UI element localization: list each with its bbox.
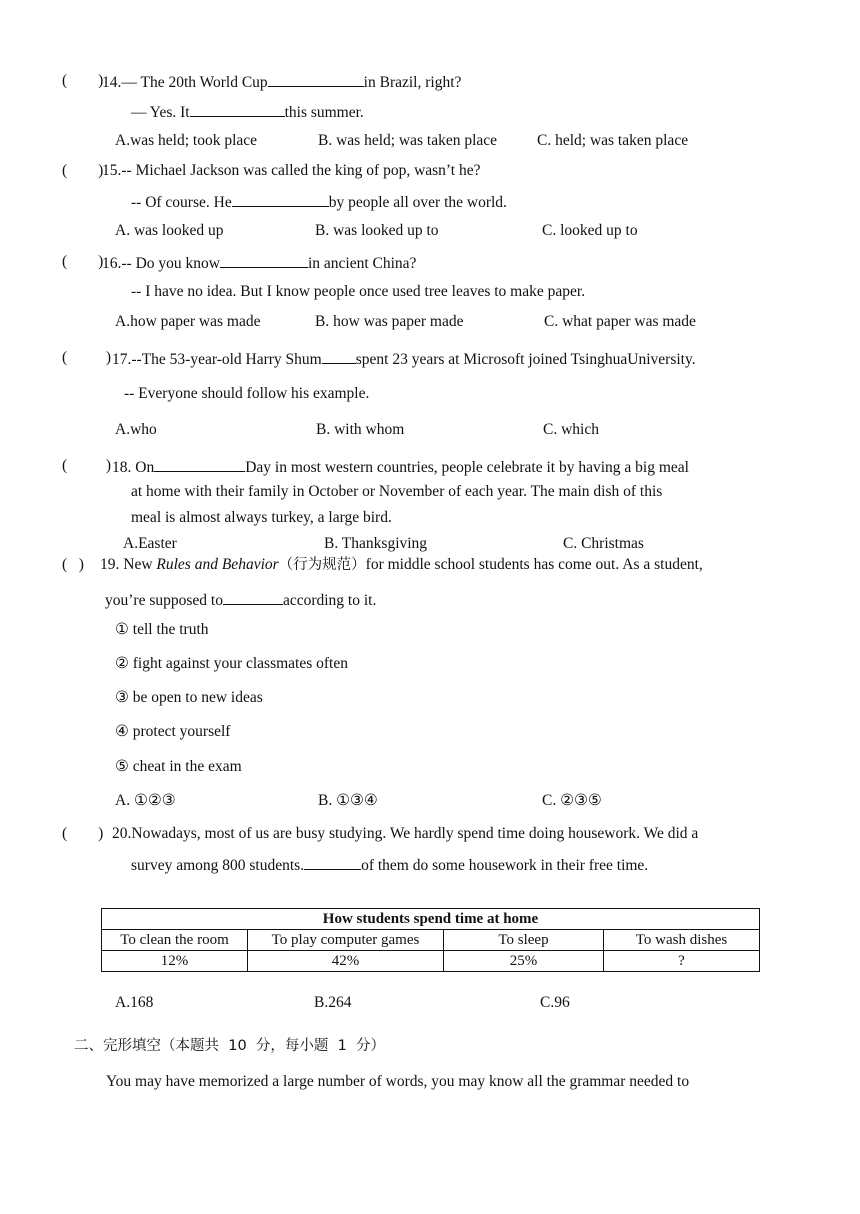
q15-paren: ( ) [62, 162, 104, 179]
q17-blank [322, 349, 356, 364]
q16-option-a[interactable]: A.how paper was made [115, 313, 261, 330]
q15-blank [232, 192, 329, 207]
section-2-intro: You may have memorized a large number of words, you may know all the grammar needed to [106, 1073, 690, 1090]
q18-stem-pre: 18. On [112, 459, 155, 476]
table-header: To clean the room [102, 930, 248, 951]
q20-line2-post: of them do some housework in their free time. [361, 857, 649, 874]
q20-line2-pre: survey among 800 students. [131, 857, 305, 874]
q18-stem [112, 457, 689, 478]
q19-item-1: ① tell the truth [115, 621, 209, 638]
q19-line2-pre: you’re supposed to [105, 592, 223, 609]
q19-stem [100, 556, 703, 575]
q20-option-b[interactable]: B.264 [314, 994, 352, 1011]
q18-line-3: meal is almost always turkey, a large bird. [131, 509, 392, 526]
q14-stem [102, 72, 461, 93]
q17-stem-pre: 17.--The 53-year-old Harry Shum [112, 351, 322, 368]
q19-paren: ( ) [62, 556, 84, 573]
table-cell: 12% [102, 951, 248, 972]
q18-option-b[interactable]: B. Thanksgiving [324, 535, 428, 552]
q19-option-b[interactable]: B. ①③④ [318, 792, 378, 809]
q16-stem [102, 253, 416, 274]
q14-option-c[interactable]: C. held; was taken place [537, 132, 689, 149]
q15-resp-post: by people all over the world. [328, 194, 507, 211]
q15-option-c[interactable]: C. looked up to [542, 222, 638, 239]
q19-item-4: ④ protect yourself [115, 723, 231, 740]
q19-item-2: ② fight against your classmates often [115, 655, 348, 672]
q18-stem-post: Day in most western countries, people celebrate it by having a big meal [245, 459, 689, 476]
q17-option-a[interactable]: A.who [115, 421, 157, 438]
q20-line-2 [131, 855, 648, 876]
table-header: To sleep [444, 930, 604, 951]
q18-blank [154, 457, 245, 472]
q14-blank-2 [190, 102, 285, 117]
q19-line2-post: according to it. [282, 592, 377, 609]
table-header: To wash dishes [604, 930, 760, 951]
q15-option-a[interactable]: A. was looked up [115, 222, 224, 239]
q14-paren: ( ) [62, 72, 104, 89]
q17-stem [112, 349, 696, 370]
survey-table [101, 908, 760, 972]
q14-option-b[interactable]: B. was held; was taken place [318, 132, 498, 149]
q14-option-a[interactable]: A.was held; took place [115, 132, 258, 149]
q17-response: -- Everyone should follow his example. [124, 385, 370, 402]
q18-option-c[interactable]: C. Christmas [563, 535, 644, 552]
q14-response [131, 102, 364, 123]
q20-blank [304, 855, 361, 870]
q17-option-c[interactable]: C. which [543, 421, 599, 438]
q16-stem-post: in ancient China? [307, 255, 417, 272]
table-title: How students spend time at home [102, 909, 760, 930]
q16-response: -- I have no idea. But I know people once used tree leaves to make paper. [131, 283, 586, 300]
q16-stem-pre: 16.-- Do you know [102, 255, 220, 272]
q19-stem-post: for middle school students has come out. As a student, [365, 556, 703, 573]
q19-stem-italic: Rules and Behavior [156, 556, 279, 573]
q14-stem-pre: 14.— The 20th World Cup [102, 74, 268, 91]
q19-stem-pre: 19. New [100, 556, 157, 573]
q14-stem-post: in Brazil, right? [363, 74, 462, 91]
q18-line-2: at home with their family in October or November of each year. The main dish of this [131, 483, 663, 500]
q16-paren: ( ) [62, 253, 104, 270]
table-row [102, 951, 760, 972]
q14-resp-pre: — Yes. It [131, 104, 190, 121]
table-title-row [102, 909, 760, 930]
q19-item-5: ⑤ cheat in the exam [115, 758, 242, 775]
q19-blank [223, 590, 283, 605]
q20-option-c[interactable]: C.96 [540, 994, 570, 1011]
table-cell: 42% [248, 951, 444, 972]
q19-option-c[interactable]: C. ②③⑤ [542, 792, 602, 809]
q17-stem-post: spent 23 years at Microsoft joined TsinghuaUniversity. [355, 351, 696, 368]
table-header-row [102, 930, 760, 951]
q19-option-a[interactable]: A. ①②③ [115, 792, 176, 809]
q20-stem: 20.Nowadays, most of us are busy studying. We hardly spend time doing housework. We did a [112, 825, 699, 842]
q20-paren: ( ) [62, 825, 104, 842]
q20-option-a[interactable]: A.168 [115, 994, 154, 1011]
q18-paren: ( ) [62, 457, 112, 474]
q15-response [131, 192, 507, 213]
q15-stem: 15.-- Michael Jackson was called the king of pop, wasn’t he? [102, 162, 481, 179]
q16-option-c[interactable]: C. what paper was made [544, 313, 696, 330]
q15-option-b[interactable]: B. was looked up to [315, 222, 439, 239]
q16-option-b[interactable]: B. how was paper made [315, 313, 464, 330]
q15-resp-pre: -- Of course. He [131, 194, 232, 211]
section-2-heading: 二、完形填空（本题共 10 分，每小题 1 分） [74, 1038, 386, 1054]
q17-option-b[interactable]: B. with whom [316, 421, 405, 438]
q19-stem-cn: （行为规范） [278, 557, 366, 573]
q17-paren: ( ) [62, 349, 112, 366]
q18-option-a[interactable]: A.Easter [123, 535, 177, 552]
q16-blank [220, 253, 308, 268]
q19-item-3: ③ be open to new ideas [115, 689, 263, 706]
q19-line-2 [105, 590, 376, 611]
table-header: To play computer games [248, 930, 444, 951]
q14-blank-1 [268, 72, 364, 87]
table-cell: 25% [444, 951, 604, 972]
table-cell: ? [604, 951, 760, 972]
q14-resp-post: this summer. [284, 104, 364, 121]
